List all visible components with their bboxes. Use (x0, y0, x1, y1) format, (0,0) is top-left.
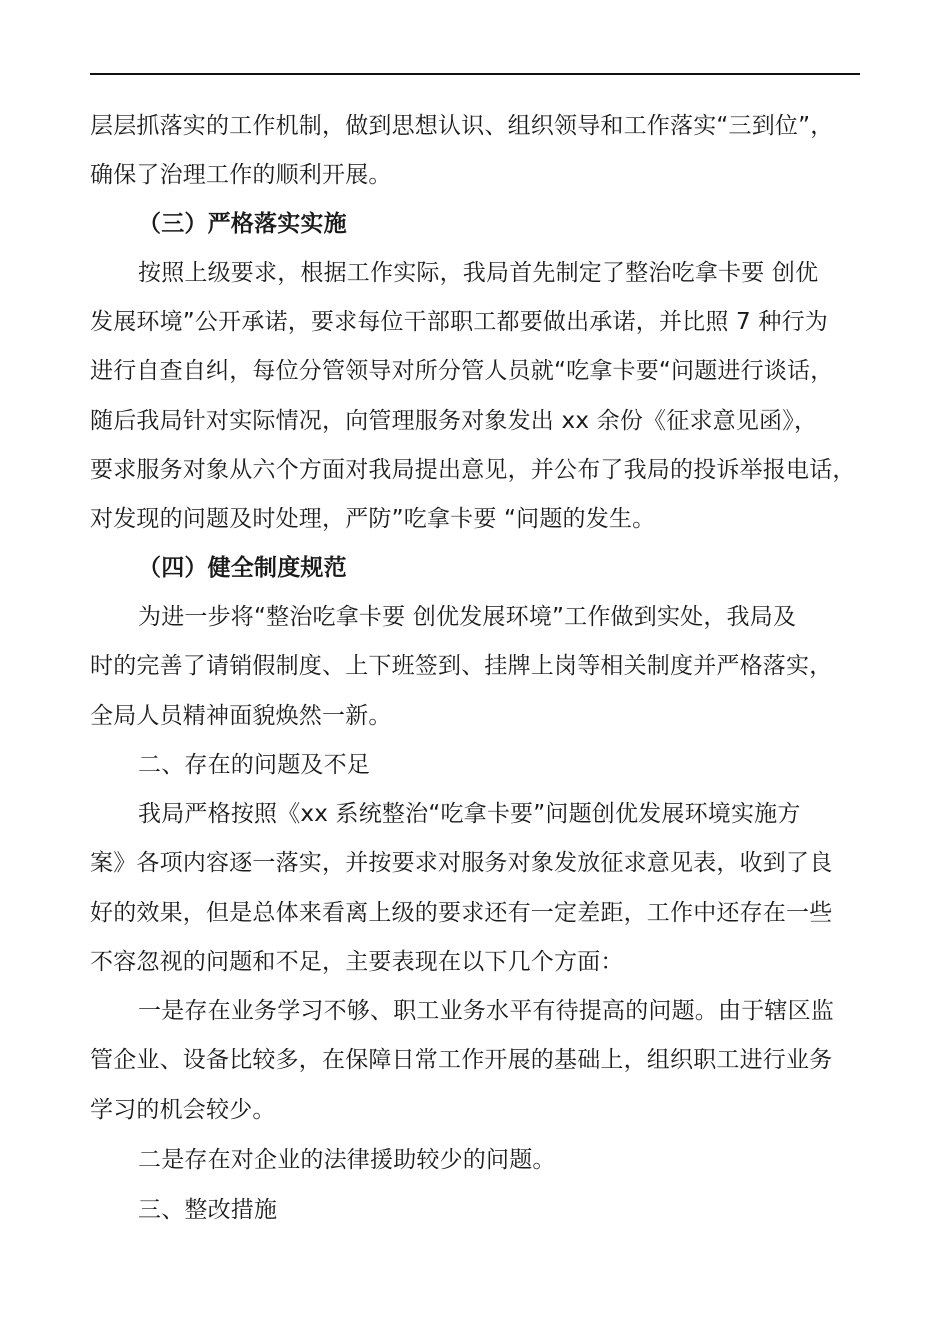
paragraph-line: 案》各项内容逐一落实，并按要求对服务对象发放征求意见表，收到了良 (90, 850, 833, 876)
paragraph-line: 发展环境”公开承诺，要求每位干部职工都要做出承诺，并比照 7 种行为 (90, 309, 828, 335)
paragraph-line: 为进一步将“整治吃拿卡要 创优发展环境”工作做到实处，我局及 (138, 604, 797, 630)
paragraph-line: 随后我局针对实际情况，向管理服务对象发出 xx 余份《征求意见函》， (90, 408, 818, 434)
paragraph-line: 确保了治理工作的顺利开展。 (90, 162, 392, 188)
paragraph-line: 一是存在业务学习不够、职工业务水平有待提高的问题。由于辖区监 (138, 998, 834, 1024)
paragraph-line: 要求服务对象从六个方面对我局提出意见，并公布了我局的投诉举报电话， (90, 457, 856, 483)
paragraph-line: 不容忽视的问题和不足，主要表现在以下几个方面： (90, 949, 624, 975)
section-heading: 二、存在的问题及不足 (138, 752, 370, 778)
paragraph-line: 层层抓落实的工作机制，做到思想认识、组织领导和工作落实“三到位”， (90, 113, 834, 139)
paragraph-line: 二是存在对企业的法律援助较少的问题。 (138, 1147, 556, 1173)
paragraph-line: 好的效果，但是总体来看离上级的要求还有一定差距，工作中还存在一些 (90, 900, 833, 926)
paragraph-line: 学习的机会较少。 (90, 1097, 276, 1123)
paragraph-line: 时的完善了请销假制度、上下班签到、挂牌上岗等相关制度并严格落实， (90, 653, 833, 679)
paragraph-line: 管企业、设备比较多，在保障日常工作开展的基础上，组织职工进行业务 (90, 1047, 833, 1073)
paragraph-line: 进行自查自纠，每位分管领导对所分管人员就“吃拿卡要“问题进行谈话， (90, 358, 834, 384)
paragraph-line: 对发现的问题及时处理，严防”吃拿卡要 “问题的发生。 (90, 506, 656, 532)
paragraph-line: 我局严格按照《xx 系统整治“吃拿卡要”问题创优发展环境实施方 (138, 801, 801, 827)
section-heading: （四）健全制度规范 (138, 555, 347, 581)
paragraph-line: 全局人员精神面貌焕然一新。 (90, 703, 392, 729)
section-heading: （三）严格落实实施 (138, 211, 347, 237)
paragraph-line: 按照上级要求，根据工作实际，我局首先制定了整治吃拿卡要 创优 (138, 260, 819, 286)
section-heading: 三、整改措施 (138, 1197, 278, 1223)
